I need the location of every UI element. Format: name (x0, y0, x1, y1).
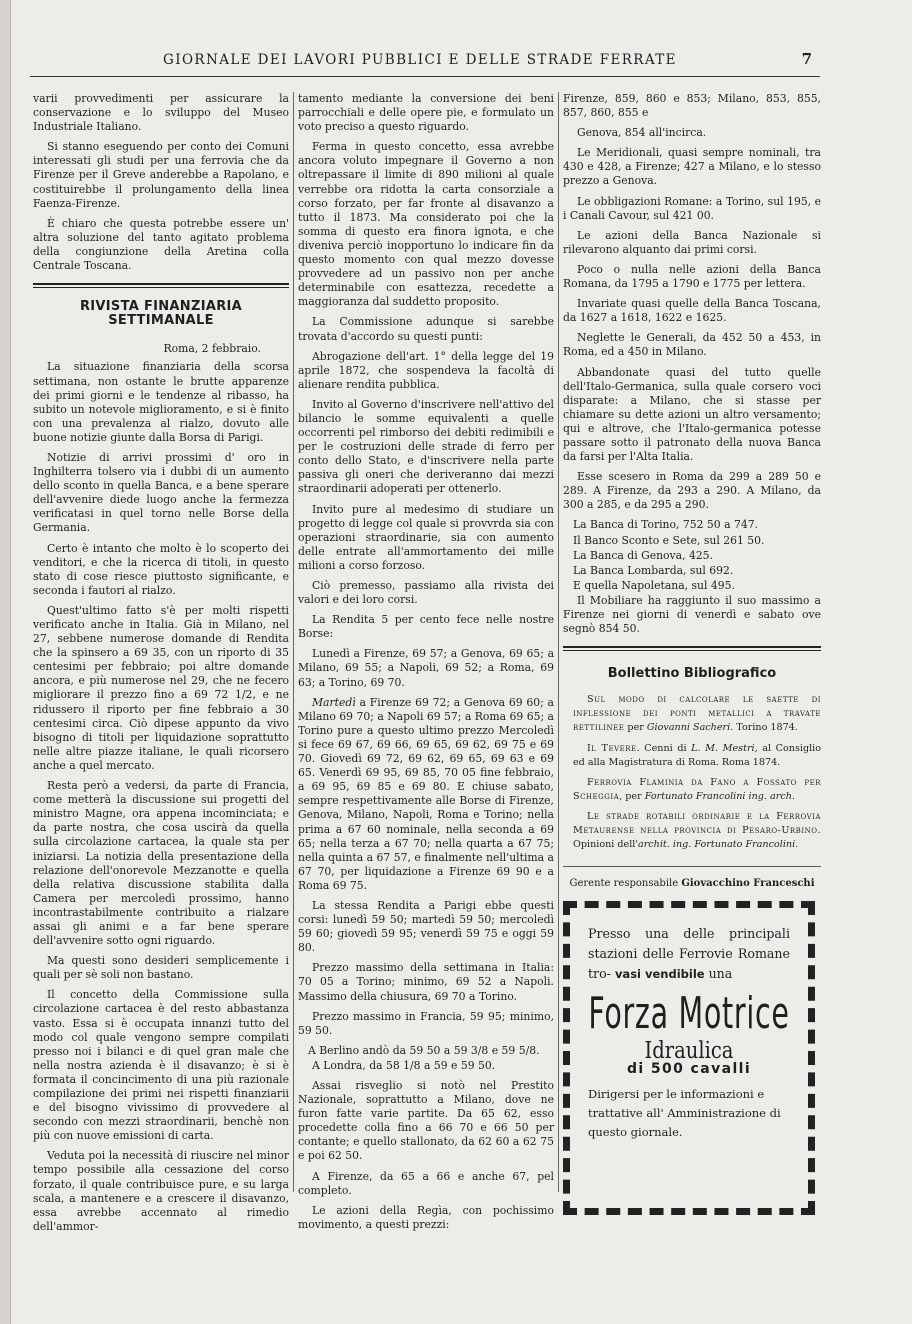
paragraph: La Commissione adunque si sarebbe trovata d'accordo su questi punti: (298, 315, 554, 343)
page-number: 7 (801, 50, 812, 68)
paragraph: Ferma in questo concetto, essa avrebbe ancora voluto impegnare il Governo a non oltrepassare il limite di 890 milioni al quale verrebbe ora ridotta la carta consorziale a corso forzato, per far fronte al disavanzo a tutto il 1873. Ma considerato poi che la somma di questo era finora ignota, e che diveniva perciò inopportuno lo indicare fin da questo momento con qual mezzo dovesse provvedere ad un passivo non per anche determinabile con esattezza, recedette a maggioranza dal suddetto proposito. (298, 140, 554, 309)
section-rule (563, 646, 821, 648)
paragraph: Quest'ultimo fatto s'è per molti rispetti verificato anche in Italia. Già in Milano, nel 27, sebbene numerose domande di Rendita che la spinsero a 69 35, con un riporto di 35 centesimi per febbraio; poi altre domande ancora, e più numerose nel 29, che ne fecero migliorare il prezzo fino a 69 72 1/2, e ne ridussero il riporto per fine febbraio a 30 centesimi circa. Ciò dipese appunto da vivo bisogno di titoli per liquidazione soprattutto nelle altre piazze italiane, le quali ricorsero anche a quel mercato. (33, 603, 289, 772)
entry-text: , al Consiglio ed alla Magistratura di Roma. Roma 1874. (573, 742, 822, 768)
bibliography-entry (563, 742, 821, 770)
entry-title: Il Tevere (587, 742, 637, 754)
paragraph: E quella Napoletana, sul 495. (573, 578, 735, 592)
ad-contact: Dirigersi per le informazioni e trattative all' Amministrazione di questo giornale. (588, 1086, 781, 1139)
paragraph: Il Mobiliare ha raggiunto il suo massimo a Firenze nei giorni di venerdì e sabato ove segnò 854 50. (563, 593, 821, 636)
paragraph: La Rendita 5 per cento fece nelle nostre Borse: (298, 613, 554, 641)
publisher-credit (563, 866, 821, 891)
price-paragraph (298, 696, 554, 893)
entry-title: Sul modo di calcolare le saette di inflessione dei ponti metallici a travate rettilinee (573, 694, 821, 734)
paragraph: La Banca di Genova, 425. (573, 548, 713, 562)
section-title: RIVISTA FINANZIARIA SETTIMANALE (79, 299, 243, 329)
advertisement-box (563, 901, 815, 1215)
column-3 (563, 92, 821, 1215)
entry-text: , per (619, 790, 645, 802)
paragraph: Il Banco Sconto e Sete, sul 261 50. (573, 533, 765, 547)
bibliography-title: Bollettino Bibliografico (607, 666, 777, 682)
entry-author: Giovanni Sacheri (646, 722, 731, 734)
ad-lead: Presso una delle principali stazioni delle Ferrovie Romane tro- (588, 926, 790, 982)
paragraph: È chiaro che questa potrebbe essere un' altra soluzione del tanto agitato problema della congiunzione della Aretina colla Centrale Toscana. (33, 216, 289, 273)
paragraph: La Banca Lombarda, sul 692. (573, 563, 734, 577)
paragraph: Invito al Governo d'inscrivere nell'attivo del bilancio le somme equivalenti a quelle occorrenti pel rimborso dei debiti redimibili e per le costruzioni delle strade di ferro per conto dello Stato, e d'inscrivere nella parte passiva gli oneri che deriveranno dai mezzi straordinarii adoperati per ottenerlo. (298, 397, 554, 496)
paragraph: A Berlino andò da 59 50 a 59 3/8 e 59 5/8. (308, 1043, 540, 1057)
paragraph: Resta però a vedersi, da parte di Francia, come metterà la discussione sui progetti del ministro Magne, ora appena incominciata; e da parte nostra, che cosa uscirà da quella sulla circolazione cartacea, la quale sta per iniziarsi. La notizia della presentazione della relazione dell'onorevole Mezzanotte e quella della relativa discussione stabilita dalla Camera per mercoledì prossimo, hanno incontrastabilmente contribuito a rialzare assai gli animi e a far bene sperare dell'avvenire sotto ogni riguardo. (33, 779, 289, 948)
day-label: Martedì (312, 695, 356, 709)
paragraph: Notizie di arrivi prossimi d' oro in Inghilterra tolsero via i dubbi di un aumento dello sconto in quella Banca, e a bene sperare dell'avvenire diede luogo anche la fermezza verificatasi in quel torno nelle Borse della Germania. (33, 450, 289, 535)
entry-text: . Torino 1874. (730, 722, 798, 734)
paragraph: Le Meridionali, quasi sempre nominali, tra 430 e 428, a Firenze; 427 a Milano, e lo stesso prezzo a Genova. (563, 146, 821, 188)
paragraph: Prezzo massimo in Francia, 59 95; minimo, 59 50. (298, 1009, 554, 1037)
paragraph: Il concetto della Commissione sulla circolazione cartacea è del resto abbastanza vasto. Essa si è occupata innanzi tutto del modo col quale vengono sempre compilati presso noi i bilanci e di quel gran male che nella nostra azienda è il disavanzo; è si è formata il concincimento di una più razionale compilazione dei primi nei rispetti finanziarii e del bisogno vivissimo di provvedere al secondo con mezzi straordinarii, benchè non più con nuove emissioni di carta. (33, 988, 289, 1143)
bibliography-entry (563, 810, 821, 852)
entry-text: Opinioni dell' (573, 839, 638, 851)
paragraph: Le azioni della Regìa, con pochissimo movimento, a questi prezzi: (298, 1203, 554, 1231)
ad-subheadline: Idraulica (644, 1038, 734, 1065)
paragraph: varii provvedimenti per assicurare la conservazione e lo sviluppo del Museo Industriale Italiano. (33, 92, 289, 134)
paragraph: Genova, 854 all'incirca. (577, 126, 707, 140)
column-rule (558, 92, 559, 1192)
entry-author: archit. ing. Fortunato Francolini. (638, 839, 799, 851)
paragraph: La stessa Rendita a Parigi ebbe questi corsi: lunedì 59 50; martedì 59 50; mercoledì 59 60; giovedì 59 95; venerdì 59 75 e oggi 59 80. (298, 898, 554, 955)
column-1 (33, 92, 289, 1240)
entry-title: Le strade rotabili ordinarie e la Ferrovia Metaurense nella provincia di Pesaro-Urbino. (573, 810, 821, 837)
column-rule (293, 92, 294, 1192)
paragraph: Abrogazione dell'art. 1° della legge del 19 aprile 1872, che sospendeva la facoltà di alienare rendita pubblica. (298, 349, 554, 391)
paragraph: Poco o nulla nelle azioni della Banca Romana, da 1795 a 1790 e 1775 per lettera. (563, 262, 821, 291)
entry-title: Ferrovia Flaminia da Fano a Fossato per Scheggia (573, 776, 821, 802)
paragraph: Invariate quasi quelle della Banca Toscana, da 1627 a 1618, 1622 e 1625. (563, 297, 821, 325)
ad-capacity: di 500 cavalli (626, 1061, 752, 1078)
page-edge (0, 0, 11, 1324)
section-rule (33, 283, 289, 285)
paragraph: Firenze, 859, 860 e 853; Milano, 853, 855, 857, 860, 855 e (563, 92, 821, 120)
ad-lead-end: una (704, 966, 733, 982)
dateline: Roma, 2 febbraio. (163, 342, 261, 356)
entry-text: . Cenni di (636, 742, 692, 754)
price-paragraph: Lunedì a Firenze, 69 57; a Genova, 69 65; a Milano, 69 55; a Napoli, 69 52; a Roma, 69 63; a Torino, 69 70. (298, 647, 554, 689)
section-rule (563, 650, 821, 651)
paragraph: Assai risveglio si notò nel Prestito Nazionale, soprattutto a Milano, dove ne furon fatte varie partite. Da 65 62, esso procedette colla fino a 66 70 e 66 50 per contante; e quello stallonato, da 62 60 a 62 75 e poi 62 50. (298, 1079, 554, 1163)
paragraph: La situazione finanziaria della scorsa settimana, non ostante le brutte apparenze dei primi giorni e le tendenze al ribasso, ha subito un notevole miglioramento, e si è finito con una prevalenza al rialzo, dovuto alle buone notizie giunte dalla Borsa di Parigi. (33, 360, 289, 444)
section-rule (33, 287, 289, 288)
entry-text: per (624, 722, 647, 734)
entry-author: Fortunato Francolini ing. arch. (644, 790, 795, 802)
paragraph: Prezzo massimo della settimana in Italia: 70 05 a Torino; minimo, 69 52 a Napoli. Massimo della chiusura, 69 70 a Torino. (298, 961, 554, 1003)
paragraph: A Londra, da 58 1/8 a 59 e 59 50. (312, 1058, 496, 1072)
ad-lead-bold: vasi vendibile (614, 967, 705, 982)
bibliography-entry (563, 693, 821, 735)
column-2 (298, 92, 554, 1238)
paragraph: Esse scesero in Roma da 299 a 289 50 e 289. A Firenze, da 293 a 290. A Milano, da 300 a 285, e da 295 a 290. (563, 470, 821, 512)
paragraph: Ma questi sono desideri semplicemente i quali per sè soli non bastano. (33, 954, 289, 982)
paragraph: Abbandonate quasi del tutto quelle dell'Italo-Germanica, sulla quale corsero voci disparate: a Milano, che si stasse per chiamare su dette azioni un altro versamento; qui e altrove, che l'Italo-germanica potesse passare sotto il patronato della nuova Banca da farsi per l'Alta Italia. (563, 365, 821, 464)
paragraph: La Banca di Torino, 752 50 a 747. (573, 518, 758, 532)
entry-author: L. M. Mestri (691, 742, 755, 754)
ad-lead-text (588, 924, 790, 984)
paragraph: A Firenze, da 65 a 66 e anche 67, pel completo. (298, 1169, 554, 1197)
gerente-label: Gerente responsabile (569, 878, 679, 890)
paragraph: Le azioni della Banca Nazionale si rilevarono alquanto dai primi corsi. (563, 228, 821, 256)
ad-headline: Forza Motrice (588, 988, 790, 1040)
paragraph: Si stanno eseguendo per conto dei Comuni interessati gli studi per una ferrovia che da Firenze per il Greve anderebbe a Rapolano, e costituirebbe il prolungamento della linea Faenza-Firenze. (33, 140, 289, 210)
paragraph: Le obbligazioni Romane: a Torino, sul 195, e i Canali Cavour, sul 421 00. (563, 194, 821, 222)
gerente-name: Giovacchino Franceschi (681, 878, 815, 890)
bibliography-entry (563, 776, 821, 804)
paragraph-text: a Firenze 69 72; a Genova 69 60; a Milano 69 70; a Napoli 69 57; a Roma 69 65; a Torino pure a questo ultimo prezzo Mercoledì si fece 69 67, 69 66, 69 65, 69 62, 69 75 e 69 70. Giovedì 69 72, 69 62, 69 65, 69 63 e 69 65. Venerdì 69 95, 69 85, 70 05 fine febbraio, a 69 95, 69 85 e 69 80. E chiuse sabato, sempre respettivamente alle Borse di Firenze, Genova, Milano, Napoli, Roma e Torino; nella prima a 67 60 nominale, nella seconda a 69 65; nella terza a 67 70; nella quarta a 67 75; nella quinta a 67 57, e finalmente nell'ultima a 67 70, per liquidazione a Firenze 69 90 e a Roma 69 75. (298, 695, 554, 892)
paragraph: Ciò premesso, passiamo alla rivista dei valori e dei loro corsi. (298, 579, 554, 607)
paragraph: Invito pure al medesimo di studiare un progetto di legge col quale si provvrda sia con operazioni straordinarie, sia con aumento delle entrate all'ammortamento dei mille milioni a corso forzoso. (298, 502, 554, 572)
journal-title: GIORNALE DEI LAVORI PUBBLICI E DELLE STRADE FERRATE (163, 52, 677, 68)
paragraph: tamento mediante la conversione dei beni parrocchiali e delle opere pie, e formulato un voto preciso a questo riguardo. (298, 92, 554, 134)
paragraph: Neglette le Generali, da 452 50 a 453, in Roma, ed a 450 in Milano. (563, 331, 821, 359)
page-header (30, 50, 820, 77)
paragraph: Veduta poi la necessità di riuscire nel minor tempo possibile alla cessazione del corso forzato, il quale contribuisce pure, e su larga scala, a mantenere e a crescere il disavanzo, essa avrebbe accennato al rimedio dell'ammor- (33, 1149, 289, 1233)
paragraph: Certo è intanto che molto è lo scoperto dei venditori, e che la ricerca di titoli, in questo stato di cose riesce piuttosto significante, e seconda i fautori al rialzo. (33, 541, 289, 597)
